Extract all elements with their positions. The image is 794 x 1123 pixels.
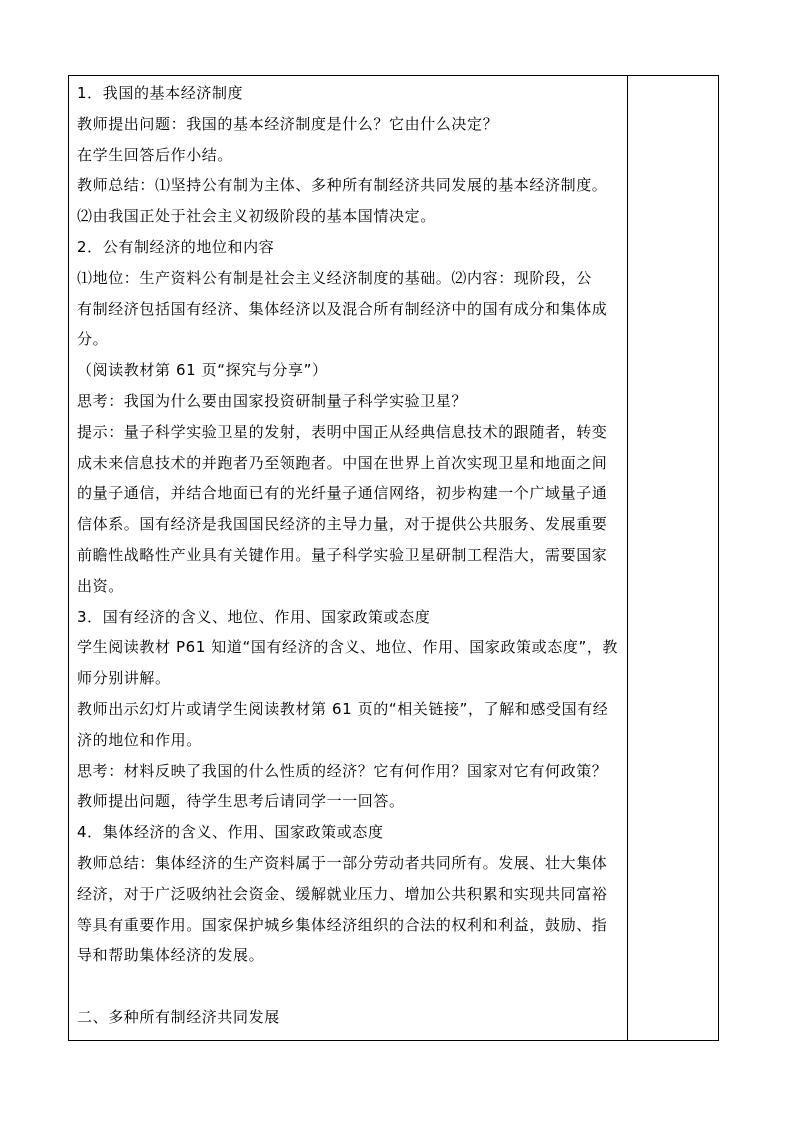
text-line: 4．集体经济的含义、作用、国家政策或态度 <box>77 823 384 842</box>
paragraph <box>77 355 627 386</box>
text-line: 教师提出问题：我国的基本经济制度是什么？它由什么决定？ <box>77 114 499 133</box>
paragraph <box>77 170 627 201</box>
text-line <box>77 971 627 1002</box>
text-line: 经济，对于广泛吸纳社会资金、缓解就业压力、增加公共积累和实现共同富裕 <box>77 884 608 903</box>
paragraph <box>77 632 627 694</box>
paragraph <box>77 694 627 756</box>
text-line: 提示：量子科学实验卫星的发射，表明中国正从经典信息技术的跟随者，转变 <box>77 422 608 441</box>
text-line: 师分别讲解。 <box>77 669 171 688</box>
notes-cell <box>628 76 718 1040</box>
text-line: 出资。 <box>77 576 124 595</box>
text-line: 1．我国的基本经济制度 <box>77 84 244 102</box>
text-line: 思考：材料反映了我国的什么性质的经济？它有何作用？国家对它有何政策？ <box>77 761 608 780</box>
text-line: 济的地位和作用。 <box>77 730 202 749</box>
text-line: 教师提出问题，待学生思考后请同学一一回答。 <box>77 792 405 811</box>
text-line: 学生阅读教材 P61 知道“国有经济的含义、地位、作用、国家政策或态度”，教 <box>77 638 619 657</box>
text-line: 信体系。国有经济是我国国民经济的主导力量，对于提供公共服务、发展重要 <box>77 515 608 534</box>
text-line: （阅读教材第 61 页“探究与分享”） <box>77 361 328 380</box>
text-line: 等具有重要作用。国家保护城乡集体经济组织的合法的权利和利益，鼓励、指 <box>77 915 608 934</box>
text-line: 有制经济包括国有经济、集体经济以及混合所有制经济中的国有成分和集体成 <box>77 299 608 318</box>
paragraph <box>77 417 627 602</box>
paragraph <box>77 817 627 848</box>
text-line: 二、多种所有制经济共同发展 <box>77 1007 280 1026</box>
paragraph <box>77 786 627 817</box>
text-line: 2．公有制经济的地位和内容 <box>77 237 275 256</box>
text-line: 导和帮助集体经济的发展。 <box>77 946 265 965</box>
text-line: 在学生回答后作小结。 <box>77 145 234 164</box>
paragraph <box>77 386 627 417</box>
text-line: 教师总结：集体经济的生产资料属于一部分劳动者共同所有。发展、壮大集体 <box>77 853 608 872</box>
paragraph <box>77 263 627 355</box>
text-line: 前瞻性战略性产业具有关键作用。量子科学实验卫星研制工程浩大，需要国家 <box>77 545 608 564</box>
paragraph <box>77 602 627 633</box>
paragraph <box>77 140 627 171</box>
text-line: 分。 <box>77 330 109 349</box>
text-line: 的量子通信，并结合地面已有的光纤量子通信网络，初步构建一个广域量子通 <box>77 484 608 503</box>
paragraph <box>77 232 627 263</box>
text-line: 教师总结：⑴坚持公有制为主体、多种所有制经济共同发展的基本经济制度。 <box>77 176 608 195</box>
text-line: ⑵由我国正处于社会主义初级阶段的基本国情决定。 <box>77 207 436 226</box>
paragraph <box>77 848 627 971</box>
text-line: ⑴地位：生产资料公有制是社会主义经济制度的基础。⑵内容：现阶段，公 <box>77 268 592 287</box>
lesson-content-cell <box>69 76 628 1040</box>
lesson-table <box>68 75 719 1041</box>
text-line: 3．国有经济的含义、地位、作用、国家政策或态度 <box>77 607 431 626</box>
paragraph <box>77 1002 627 1033</box>
text-line: 思考：我国为什么要由国家投资研制量子科学实验卫星？ <box>77 391 468 410</box>
paragraph <box>77 201 627 232</box>
text-line: 成未来信息技术的并跑者乃至领跑者。中国在世界上首次实现卫星和地面之间 <box>77 453 608 472</box>
paragraph <box>77 78 627 109</box>
paragraph <box>77 109 627 140</box>
text-line: 教师出示幻灯片或请学生阅读教材第 61 页的“相关链接”，了解和感受国有经 <box>77 699 609 718</box>
paragraph <box>77 971 627 1002</box>
paragraph <box>77 756 627 787</box>
